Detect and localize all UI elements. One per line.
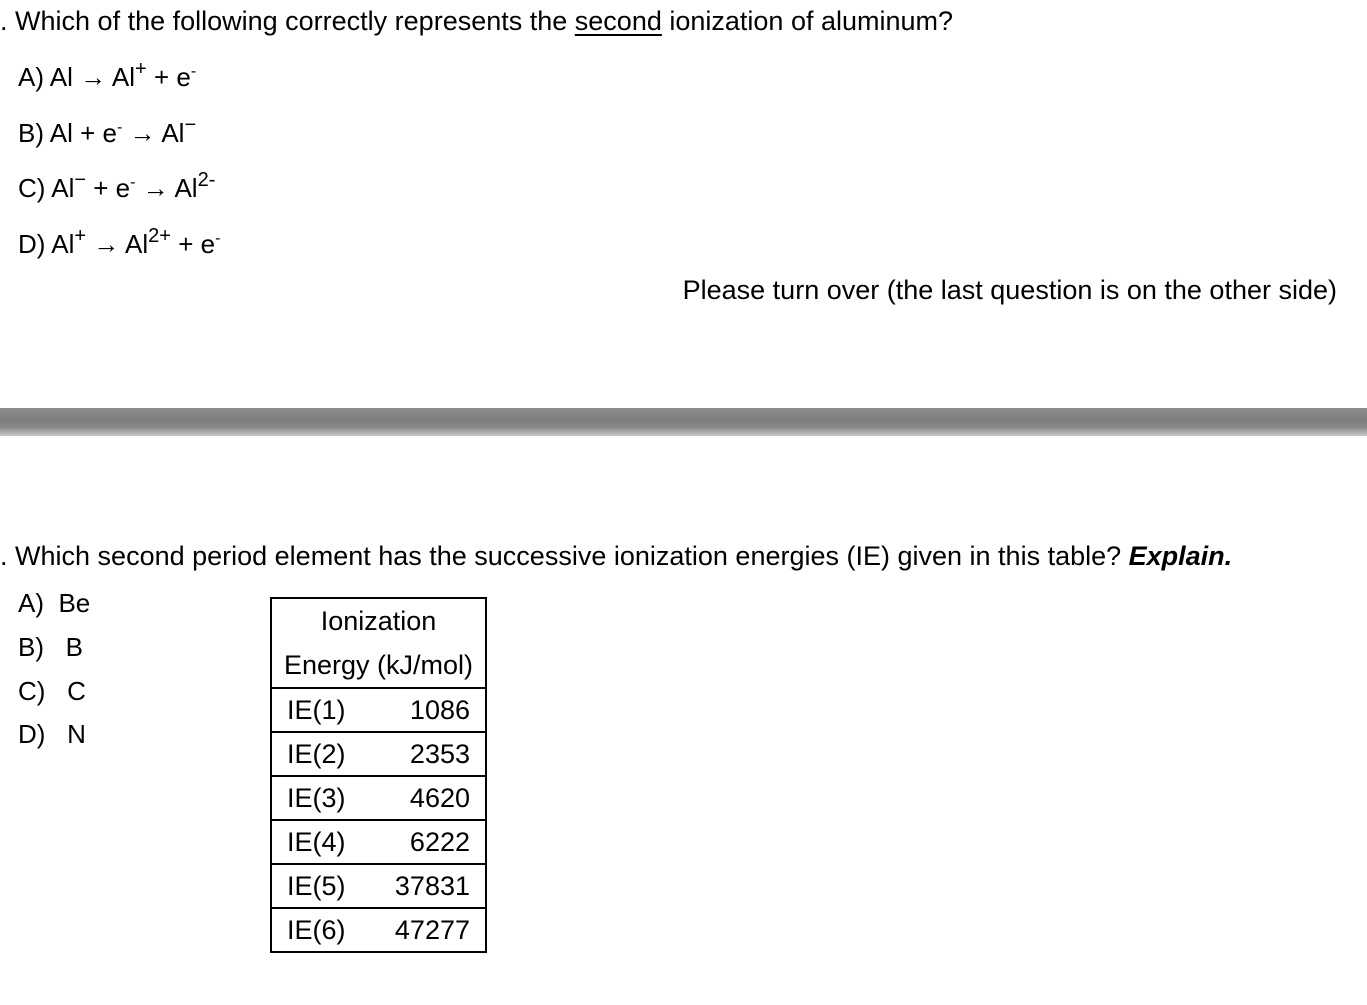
question-1-option-a: A) Al → Al+ + e- xyxy=(18,58,197,92)
page-divider xyxy=(0,408,1367,436)
table-row xyxy=(271,864,486,908)
table-header xyxy=(271,598,486,688)
question-2-text xyxy=(0,541,1232,572)
table-row xyxy=(271,908,486,952)
header-line-1: Ionization xyxy=(320,606,437,636)
ie-value: 47277 xyxy=(369,908,486,952)
ie-value: 2353 xyxy=(369,732,486,776)
ie-label: IE(4) xyxy=(271,820,369,864)
question-1-prefix: . xyxy=(0,6,8,36)
ie-label: IE(2) xyxy=(271,732,369,776)
table-header-row xyxy=(271,598,486,688)
table-row xyxy=(271,688,486,732)
question-1-option-b: B) Al + e- → Al− xyxy=(18,114,197,148)
question-1-stem-start: Which of the following correctly represents the xyxy=(15,6,575,36)
ionization-energy-table xyxy=(270,597,487,953)
table-row xyxy=(271,732,486,776)
ie-label: IE(1) xyxy=(271,688,369,732)
ie-label: IE(6) xyxy=(271,908,369,952)
question-1-stem-end: ionization of aluminum? xyxy=(661,6,954,36)
question-1-text xyxy=(0,6,953,37)
table-row xyxy=(271,820,486,864)
table-row xyxy=(271,776,486,820)
question-1-option-d: D) $Al^+ \to Al^{2+} + e^-$ xyxy=(18,225,221,259)
question-2-option-d: D) N xyxy=(18,719,86,749)
question-2-prefix: . xyxy=(0,541,8,571)
question-2-option-b: B) B xyxy=(18,632,84,662)
question-2-emphasis: Explain. xyxy=(1128,541,1233,571)
question-2-option-a: A) Be xyxy=(18,588,91,618)
ie-value: 37831 xyxy=(369,864,486,908)
ie-value: 1086 xyxy=(369,688,486,732)
turn-over-note: Please turn over (the last question is on the other side) xyxy=(682,275,1337,305)
ie-label: IE(5) xyxy=(271,864,369,908)
ie-label: IE(3) xyxy=(271,776,369,820)
question-1-option-c: C) $Al^- + e^- \to Al^{2-}$ xyxy=(18,169,216,203)
ie-value: 6222 xyxy=(369,820,486,864)
question-2-stem: Which second period element has the successive ionization energies (IE) given in this table? xyxy=(15,541,1129,571)
question-1-underlined-word: second xyxy=(574,6,662,36)
ie-value: 4620 xyxy=(369,776,486,820)
question-2-option-c: C) C xyxy=(18,676,86,706)
header-line-2: Energy (kJ/mol) xyxy=(283,650,474,680)
